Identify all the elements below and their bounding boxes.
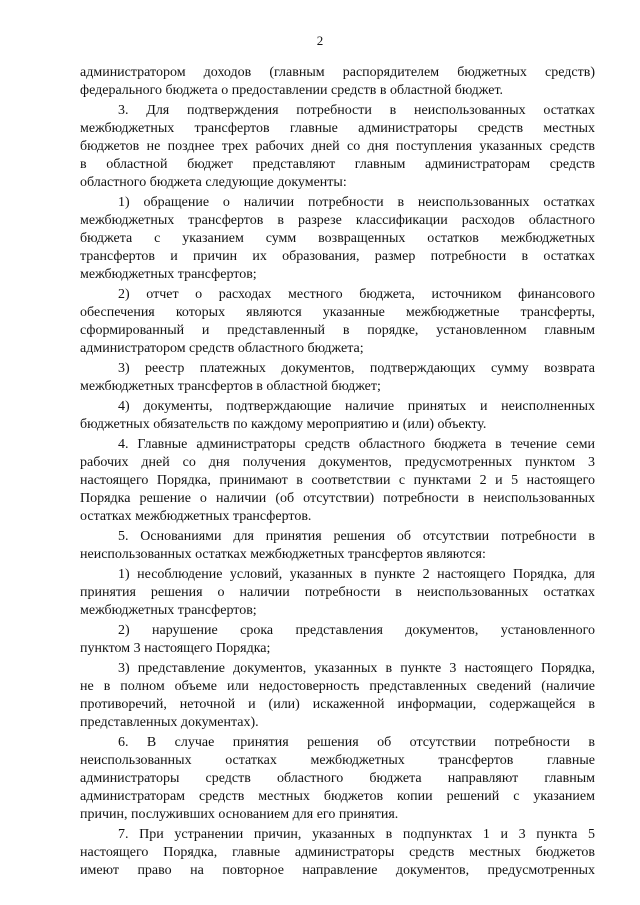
paragraph	[80, 360, 595, 396]
text-line: областного бюджета следующие документы:	[80, 175, 347, 190]
text-line: 7. При устранении причин, указанных в подпунктах 1 и 3 пункта 5	[118, 827, 595, 842]
text-line: администратором доходов (главным распорядителем бюджетных средств)	[80, 65, 595, 80]
text-line: трансфертов и причин их образования, размер потребности в остатках	[80, 249, 595, 264]
text-line: администратором средств областного бюджета;	[80, 341, 364, 356]
text-line: межбюджетных трансфертов;	[80, 603, 257, 618]
text-line: администраторам средств местных бюджетов копии решений с указанием	[80, 789, 595, 804]
text-line: неиспользованных остатках межбюджетных трансфертов главные	[80, 753, 595, 768]
paragraph	[80, 286, 595, 358]
text-line: 1) несоблюдение условий, указанных в пункте 2 настоящего Порядка, для	[118, 567, 595, 582]
text-line: межбюджетных трансфертов главные администраторы средств местных	[80, 121, 595, 136]
paragraph	[80, 194, 595, 284]
paragraph	[80, 826, 595, 880]
text-line: в областной бюджет представляют главным администраторам средств	[80, 157, 595, 172]
text-line: принятия решения о наличии потребности в неиспользованных остатках	[80, 585, 595, 600]
text-line: настоящего Порядка, принимают в соответствии с пунктами 2 и 5 настоящего	[80, 473, 595, 488]
paragraph	[80, 622, 595, 658]
text-line: 3) реестр платежных документов, подтверждающих сумму возврата	[118, 361, 595, 376]
text-line: неиспользованных остатках межбюджетных трансфертов являются:	[80, 547, 486, 562]
text-line: 5. Основаниями для принятия решения об отсутствии потребности в	[118, 529, 595, 544]
text-line: межбюджетных трансфертов в разрезе классификации расходов областного	[80, 213, 595, 228]
text-line: имеют право на повторное направление документов, предусмотренных	[80, 863, 595, 878]
paragraph	[80, 102, 595, 192]
text-line: Порядка решение о наличии (об отсутствии) потребности в неиспользованных	[80, 491, 595, 506]
text-line: 3. Для подтверждения потребности в неиспользованных остатках	[118, 103, 595, 118]
text-line: сформированный и представленный в порядке, установленном главным	[80, 323, 595, 338]
text-line: причин, послуживших основанием для его принятия.	[80, 807, 399, 822]
text-line: 2) нарушение срока представления документов, установленного	[118, 623, 595, 638]
paragraph	[80, 436, 595, 526]
text-line: межбюджетных трансфертов;	[80, 267, 257, 282]
page-number: 2	[316, 33, 324, 48]
text-line: администраторы средств областного бюджета направляют главным	[80, 771, 595, 786]
text-line: бюджетов не позднее трех рабочих дней со дня поступления указанных средств	[80, 139, 595, 154]
text-line: 6. В случае принятия решения об отсутствии потребности в	[118, 735, 595, 750]
text-line: обеспечения которых являются указанные межбюджетные трансферты,	[80, 305, 595, 320]
text-line: федерального бюджета о предоставлении средств в областной бюджет.	[80, 83, 504, 98]
paragraph	[80, 528, 595, 564]
text-line: бюджета с указанием сумм возвращенных остатков межбюджетных	[80, 231, 595, 246]
text-line: 4. Главные администраторы средств областного бюджета в течение семи	[118, 437, 595, 452]
text-line: противоречий, неточной и (или) искаженной информации, содержащейся в	[80, 697, 595, 712]
text-line: представленных документах).	[80, 715, 259, 730]
text-line: 2) отчет о расходах местного бюджета, источником финансового	[118, 287, 595, 302]
paragraph	[80, 566, 595, 620]
paragraph	[80, 734, 595, 824]
text-line: 3) представление документов, указанных в пункте 3 настоящего Порядка,	[118, 661, 595, 676]
text-line: межбюджетных трансфертов в областной бюджет;	[80, 379, 381, 394]
document-body	[80, 64, 595, 880]
paragraph	[80, 660, 595, 732]
text-line: 1) обращение о наличии потребности в неиспользованных остатках	[118, 195, 595, 210]
paragraph	[80, 398, 595, 434]
paragraph	[80, 64, 595, 100]
text-line: пунктом 3 настоящего Порядка;	[80, 641, 271, 656]
text-line: остатках межбюджетных трансфертов.	[80, 509, 312, 524]
text-line: бюджетных обязательств по каждому мероприятию и (или) объекту.	[80, 417, 487, 432]
text-line: 4) документы, подтверждающие наличие принятых и неисполненных	[118, 399, 595, 414]
text-line: настоящего Порядка, главные администраторы средств местных бюджетов	[80, 845, 595, 860]
text-line: рабочих дней со дня получения документов, предусмотренных пунктом 3	[80, 455, 595, 470]
text-line: не в полном объеме или недостоверность представленных сведений (наличие	[80, 679, 595, 694]
